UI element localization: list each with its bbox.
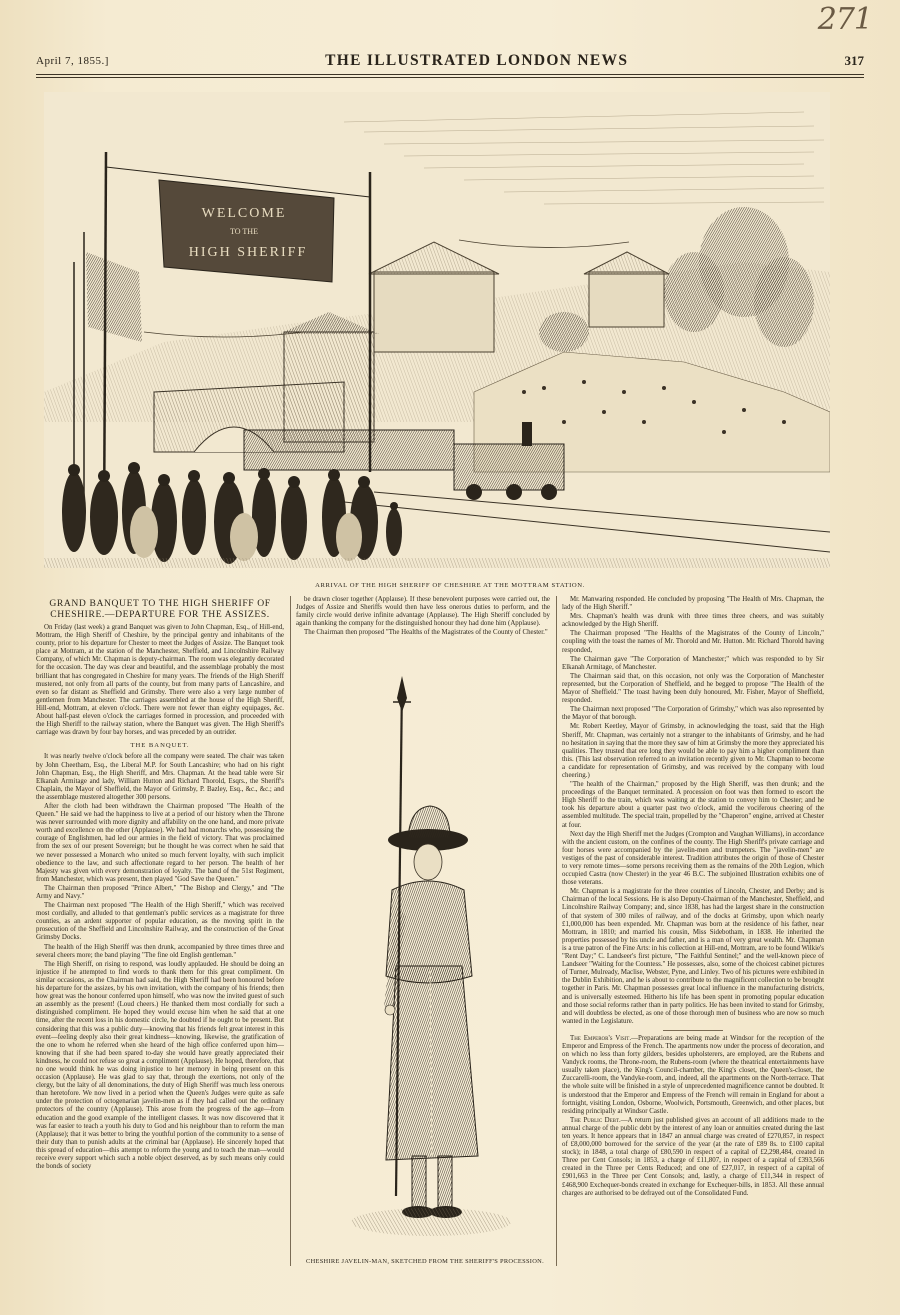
article-paragraph: Mrs. Chapman's health was drunk with three times three cheers, and was suitably acknowledged by the High Sheriff. (562, 613, 824, 629)
article-paragraph: Mr. Robert Keetley, Mayor of Grimsby, in acknowledging the toast, said that the High Sheriff, Mr. Chapman, was certainly not a stranger to the inhabitants of Grimsby, and he had no hesitation in saying that the more they saw of him at Grimsby the more they appreciated his qualities. They trusted that ere long they would be able to pay him a higher compliment than this. (This last observation referred to an invitation recently given to Mr. Chapman to become a candidate for representation of Grimsby, and was received by the company with loud cheering.) (562, 723, 824, 779)
article-paragraph: The health of the High Sheriff was then drunk, accompanied by three times three and several cheers more; the band playing "The fine old English gentleman." (36, 943, 284, 959)
article-paragraph: Mr. Manwaring responded. He concluded by proposing "The Health of Mrs. Chapman, the lady of the High Sheriff." (562, 596, 824, 612)
article-paragraph: be drawn closer together (Applause). If these benevolent purposes were carried out, the Judges of Assize and Sheriffs would then have less onerous duties to perform, and the family circle would derive infinite advantage (Applause). The High Sheriff concluded by again thanking the company for the distinguished honour they had done him (Applause). (296, 596, 550, 628)
article-paragraph: The Chairman then proposed "Prince Albert," "The Bishop and Clergy," and "The Army and Navy." (36, 884, 284, 900)
banner-text-to-the: TO THE (230, 227, 258, 236)
javelin-man-illustration (346, 676, 516, 1256)
top-illustration-caption: ARRIVAL OF THE HIGH SHERIFF OF CHESHIRE AT THE MOTTRAM STATION. (315, 582, 585, 589)
article-column-3 (562, 596, 824, 1266)
masthead-rule (36, 74, 864, 75)
section-subhead: THE BANQUET. (130, 742, 190, 750)
article-paragraph: The Chairman next proposed "The Corporation of Grimsby," which was also represented by the Mayor of that borough. (562, 706, 824, 722)
article-paragraph: It was nearly twelve o'clock before all the company were seated. The chair was taken by John Cheetham, Esq., the Liberal M.P. for South Lancashire; who had on his right John Chapman, Esq., the High Sheriff, and Mrs. Chapman. At the head table were Sir Elkanah Armitage and lady, William Hutton and Richard Thorold, Esqrs., the Sheriff's Chaplain, the Mayor of Sheffield, the Mayor of Grimsby, P. Bazley, Esq., &c., &c.; and the assemblage mustered altogether 300 persons. (36, 753, 284, 801)
article-paragraph: "The health of the Chairman," proposed by the High Sheriff, was then drunk; and the proceedings of the Banquet terminated. A procession on foot was then formed to escort the High Sheriff to the train, which was waiting at the station to convey him to Chester; and he took his departure about a quarter past two o'clock, amid the vociferous cheering of the assembled multitude. The special train, propelled by the "Chaperon" engine, arrived at Chester at four. (562, 781, 824, 829)
handwritten-margin-note: 271 (817, 2, 872, 37)
article-paragraph: The Chairman then proposed "The Healths of the Magistrates of the County of Chester." (304, 629, 548, 637)
station-arrival-illustration (44, 92, 830, 568)
article-paragraph: After the cloth had been withdrawn the Chairman proposed "The Health of the Queen." He said we had the happiness to live at a period of our history when the Throne was never surrounded with more dignity and affability on the one hand, and more private worth and excellence on the other (Applause). We had had monarchs who, possessing the courage of Englishmen, had led our armies in the field of victory. That was proclaimed from the sex of our present Sovereign; but he thought he was correct when he said that we never possessed a Monarch who united so much fervent loyalty, with such implicit obedience to the law, and such affectionate regard to her person. The health of her Majesty was given with every demonstration of loyalty. The band of the 51st Regiment, from Manchester, which was present, then played "God Save the Queen." (36, 802, 284, 883)
page-number: 317 (844, 53, 864, 68)
masthead (36, 50, 864, 72)
masthead-rule-thin (36, 77, 864, 78)
article-column-2 (296, 596, 550, 672)
article-paragraph: Next day the High Sheriff met the Judges (Crompton and Vaughan Williams), in accordance with the ancient custom, on the confines of the county. The High Sheriff's private carriage and four horses were accompanied by the javelin-men and trumpeters. The "javelin-men" are vestiges of the past of considerable interest. Tradition attributes the origin of those of Chester to very remote times—some persons receiving them as the remains of the 20th Legion, which occupied Castra (now Chester) in the year 46 B.C. The subjoined Illustration exhibits one of those veterans. (562, 830, 824, 887)
article-paragraph: On Friday (last week) a grand Banquet was given to John Chapman, Esq., of Hill-end, Mottram, the High Sheriff of Cheshire, by the principal gentry and inhabitants of the county, prior to his departure for Chester to meet the Judges of Assize. The Banquet took place at Mottram, at the station of the Manchester, Sheffield, and Lincolnshire Railway Company, of which Mr. Chapman is deputy-chairman. The room was elegantly decorated for the occasion. The day was clear and beautiful, and the assemblage probably the most brilliant that has congregated in Cheshire for many years. The friends of the High Sheriff mustered, not only from all parts of the county, but from many parts of Lancashire, and even so far distant as Sheffield and Grimsby. There were also a very large number of gentlemen from Manchester. The carriages assembled at the house of the High Sheriff, Hill-end, Mottram, at eleven o'clock. There were not fewer than eighty equipages, &c. About half-past eleven o'clock the carriages formed in procession, and proceeded with the High Sheriff to the railway station, where the Banquet was given. The High Sheriff's carriage was drawn by four bay horses, and was preceded by an outrider. (36, 624, 284, 737)
article-headline: GRAND BANQUET TO THE HIGH SHERIFF OF CHESHIRE.—DEPARTURE FOR THE ASSIZES. (49, 598, 271, 620)
emperor-visit-paragraph (562, 1035, 824, 1116)
issue-date: April 7, 1855.] (36, 55, 109, 67)
emperor-visit-lead: The Emperor's Visit. (570, 1034, 632, 1042)
publication-title: THE ILLUSTRATED LONDON NEWS (325, 52, 629, 69)
article-column-1 (36, 596, 284, 1266)
public-debt-lead: The Public Debt. (570, 1116, 621, 1124)
javelin-man-caption: CHESHIRE JAVELIN-MAN, SKETCHED FROM THE SHERIFF'S PROCESSION. (306, 1258, 544, 1265)
article-paragraph: The Chairman gave "The Corporation of Manchester;" which was responded to by Sir Elkanah Armitage, of Manchester. (562, 655, 824, 671)
article-paragraph: The Chairman said that, on this occasion, not only was the Corporation of Manchester represented, but the Corporation of Sheffield, and he begged to propose "The Health of the Mayor of Sheffield." The toast having been duly honoured, Mr. Fisher, Mayor of Sheffield, responded. (562, 672, 824, 705)
article-paragraph: The Chairman next proposed "The Health of the High Sheriff," which was received most cordially, and alluded to that gentleman's public services as a magistrate for three counties, as an ardent supporter of popular education, as the moving spirit in the prosecution of the Sheffield and Lincolnshire Railway, and the construction of the Great Grimsby Docks. (36, 902, 284, 942)
article-paragraph: The High Sheriff, on rising to respond, was loudly applauded. He should be doing an injustice if he attempted to find words to thank them for this great compliment. On similar occasions, as the Chairman had said, the High Sheriff had been honoured before his departure for the assizes, by his own invitation, with the company of his friends; then how great was the honour conferred upon himself, who was now the invited guest of such an assembly as the present! (Loud cheers.) He thanked them most cordially for such a distinguished compliment. He hoped they would excuse him when he said that at one time, after the recent loss in his domestic circle, he doubted if he ought to be present. But considering that this was a public duty—knowing that his friends felt great interest in this event—feeling deeply also their great kindness—knowing, likewise, the gratification of the one to whom he referred when she heard of the high office conferred upon him—knowing that if she had been spared to-day she would have greatly appreciated their kindness, he could not refuse so great a compliment (Applause). He hoped, therefore, that no one would think he was doing injustice to her memory in being present on this occasion (Applause). He was glad to say that, through the exertions, not only of the clergy, but the laity of all denominations, the duty of High Sheriff was much less onerous than heretofore. We now lived in a period when the Queen's Judges were quite as safe under the protection of octogenarian javelin-men as if they had called out the ordinary protectors of the country (Applause). This arose from the progress of the age—from education and the good example of the intelligent classes. It was now discovered that it was far easier to teach a youth his duty to God and his neighbour than to reform the man (Applause); that it was better to bring the youthful portion of the community to a sense of their duty than to punish adults at the criminal bar (Applause). He sincerely hoped that this spread of education—this attempt to reform the young and to teach the man—would receive every support which such a noble object deserved, as by such means only could the bonds of society (36, 960, 284, 1171)
public-debt-text: —A return just published gives an account of all additions made to the annual charge of the public debt by the interest of any loan or annuities created during the last ten years. It hence appears that in 1847 an annual charge was created of £270,857, in respect of £8,000,000 borrowed for the service of the year (at the rate of £89 8s. to £100 capital stock); in 1848, a total charge of £80,590 in respect of a capital of £2,298,484, created in Three per Cent Consols; in 1853, a charge of £11,807, in respect of a capital of £393,566 created in the Three per Cents Reduced; and one of £27,017, in respect of a capital of £901,663 in the Three per Cent Consols; and, lastly, a charge of £11,344 in respect of £468,900 Exchequer-bonds created in exchange for Exchequer-bills, in 1853. All these annual charges are authorised to be defrayed out of the Consolidated Fund. (562, 1116, 824, 1197)
banner-text-high-sheriff: HIGH SHERIFF (188, 245, 308, 260)
section-divider (663, 1030, 723, 1031)
public-debt-paragraph (562, 1117, 824, 1198)
article-paragraph: Mr. Chapman is a magistrate for the three counties of Lincoln, Chester, and Derby; and is Chairman of the local Sessions. He is also Deputy-Chairman of the Manchester, Sheffield, and Lincolnshire Railway Company; and, since 1838, has had the largest share in the construction of that system of 300 miles of railway, and of the docks at Grimsby, upon which nearly £1,000,000 has been expended. Mr. Chapman was born at the residence of his father, near Mottram, in 1810; and married his cousin, Miss Sidebotham, in 1838. He inherited the properties possessed by his uncle and father, and is a man of very great wealth. Mr. Chapman is a true patron of the Fine Arts: in his collection at Hill-end, Mottram, are to be found Wilkie's "Rent Day;" C. Landseer's first picture, "The Faithful Sentinel;" and the well-known piece of Landseer "Waiting for the Countess." He possesses, also, some of the choicest cabinet pictures of Turner, Mulready, Maclise, Webster, Pyne, and Linley. Two of his pictures were exhibited in the Dublin Exhibition, and he is about to contribute to the magnificent collection to be brought together in Paris. Mr. Chapman possesses great local influence in the manufacturing districts, and is universally esteemed. Hitherto his life has been spent in promoting popular education and those social reforms rather than in party politics. He has been invited to stand for Grimsby, and will doubtless be elected, as one of those thorough men of business who are now so much wanted in the Legislature. (562, 888, 824, 1025)
column-divider (556, 596, 557, 1266)
emperor-visit-text: —Preparations are being made at Windsor for the reception of the Emperor and Empress of the French. The apartments now under the process of decoration, and on which no less than forty gilders, besides upholsterers, are employed, are the Rubens and Vandyck rooms, the Throne-room, the Rubens-room (where the theatrical entertainments have usually taken place), the King's Council-chamber, the King's closet, the Queen's-closet, the Zuccarelli-room, the Vandyke-room, and, indeed, all the apartments on the North-terrace. That the whole suite will be finished in a style of unprecedented magnificence cannot be doubted. It is understood that the Emperor and Empress of the French will remain in England for about a fortnight, visiting London, Osborne, Woolwich, Portsmouth, Greenwich, and other places, but residing principally at Windsor Castle. (562, 1034, 824, 1115)
article-paragraph: The Chairman proposed "The Healths of the Magistrates of the County of Lincoln," coupling with the toast the names of Mr. Thorold and Mr. Hutton. Mr. Richard Thorold having responded, (562, 630, 824, 654)
banner-text-welcome: WELCOME (201, 206, 287, 221)
column-divider (290, 596, 291, 1266)
